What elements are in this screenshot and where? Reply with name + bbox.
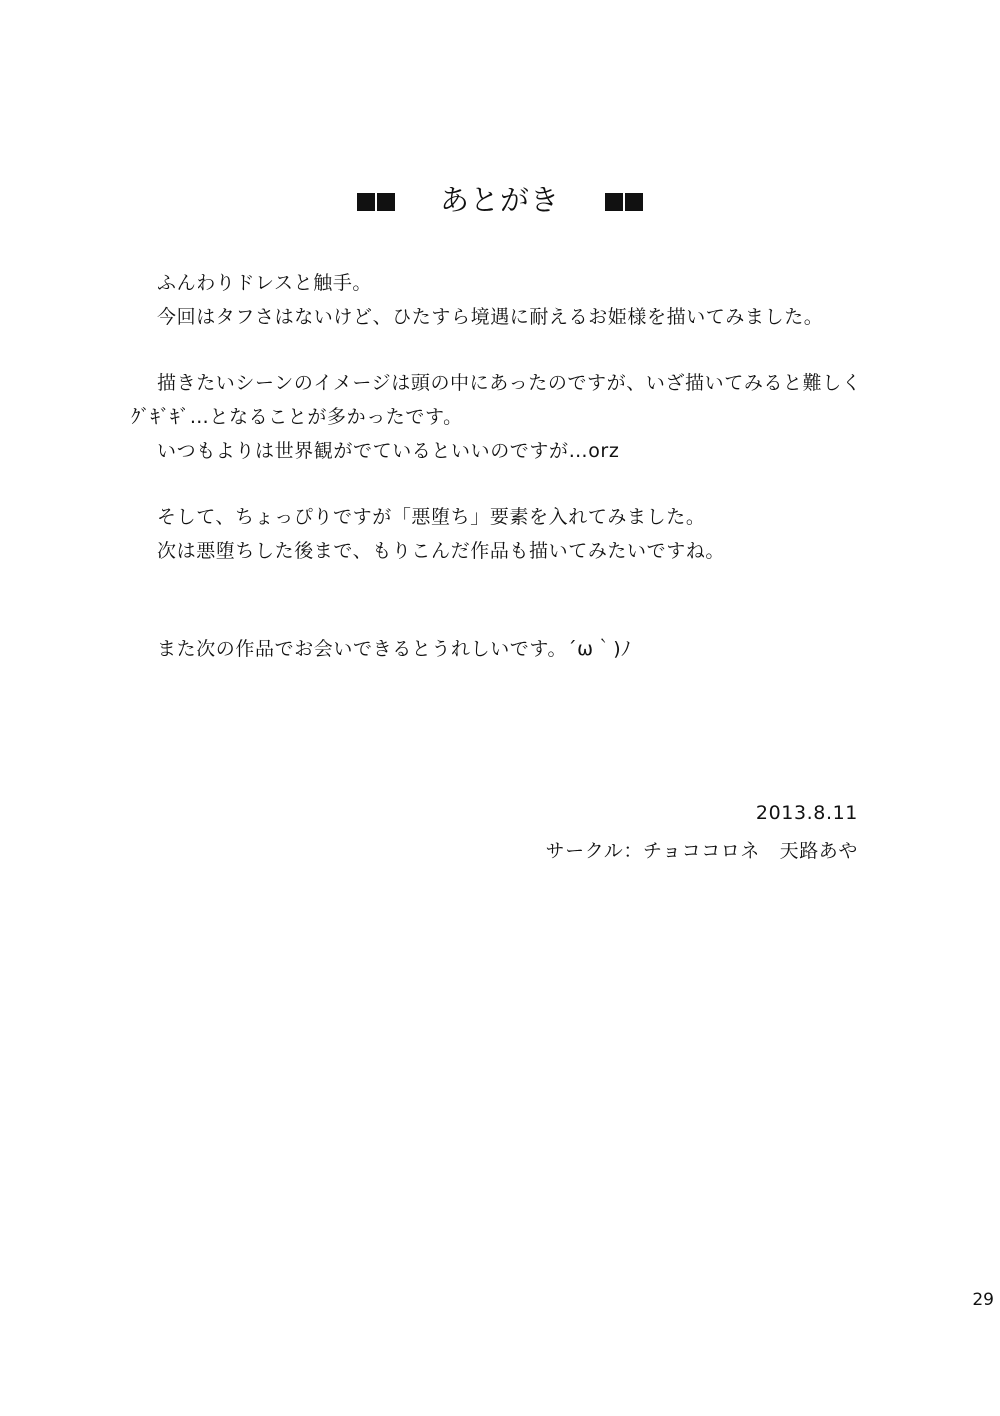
text-line: いつもよりは世界観がでているといいのですが…orz: [157, 440, 620, 462]
signature-block: [546, 794, 858, 870]
text-line: 今回はタフさはないけど、ひたすら境遇に耐えるお姫様を描いてみました。: [157, 306, 824, 328]
signature-credit: サークル：チョココロネ 天路あや: [545, 840, 858, 862]
heading-square-ornament-left: [356, 180, 396, 220]
afterword-heading: [0, 178, 1000, 220]
text-line: また次の作品でお会いできるとうれしいです。´ω｀)ﾉ: [157, 638, 632, 660]
page-title: あとがき: [439, 183, 560, 217]
text-line: そして、ちょっぴりですが「悪堕ち」要素を入れてみました。: [157, 506, 706, 528]
text-line: ふんわりドレスと触手。: [157, 272, 373, 294]
text-line: 次は悪堕ちした後まで、もりこんだ作品も描いてみたいですね。: [157, 540, 726, 562]
afterword-body: [131, 266, 917, 666]
heading-square-ornament-right: [604, 180, 644, 220]
page-number: 29: [972, 1290, 994, 1310]
text-line: 描きたいシーンのイメージは頭の中にあったのですが、いざ描いてみると難しく: [157, 372, 862, 394]
signature-date: 2013.8.11: [755, 802, 858, 824]
text-line: ｸﾞｷﾞｷﾞ…となることが多かったです。: [131, 406, 463, 428]
